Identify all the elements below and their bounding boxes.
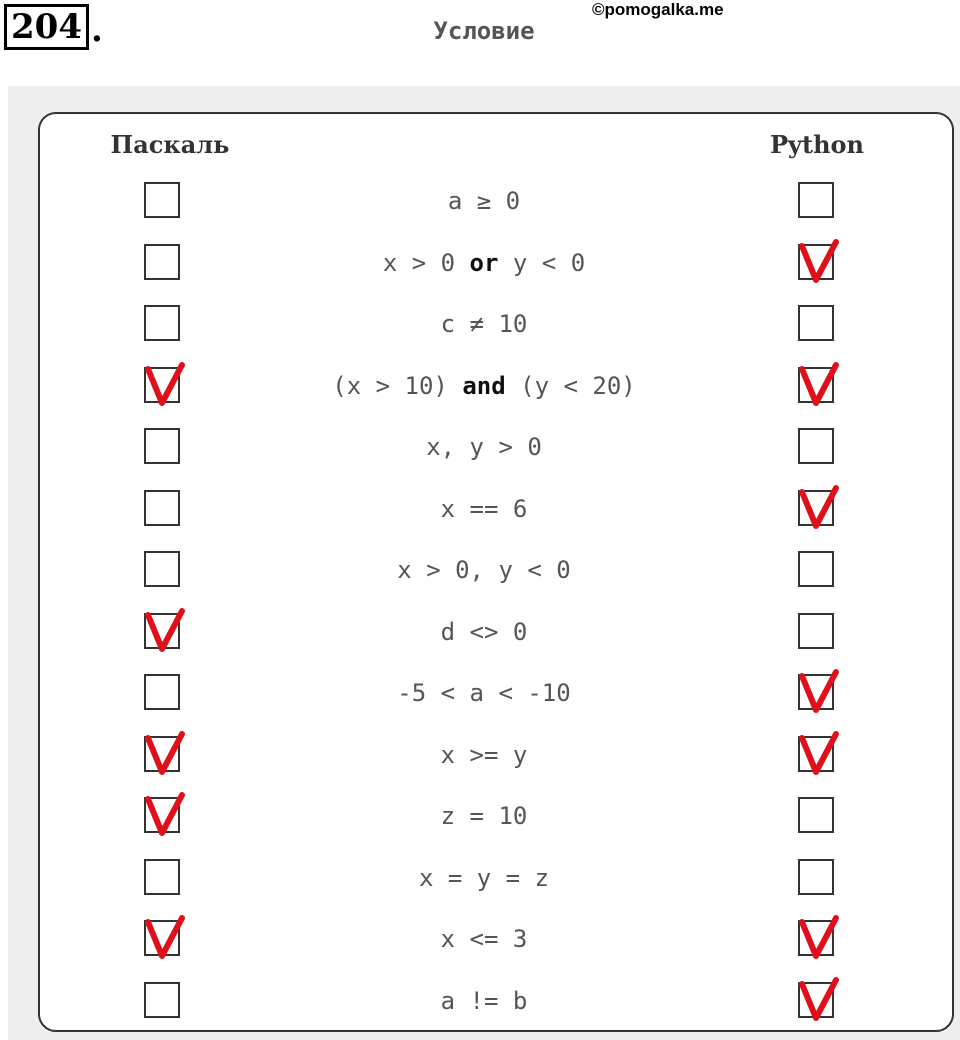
condition-row (0, 785, 960, 847)
condition-text (284, 187, 684, 215)
condition-row (0, 355, 960, 417)
condition-row (0, 539, 960, 601)
condition-part: x > 0, y < 0 (397, 556, 571, 584)
task-number-dot: . (90, 10, 103, 50)
condition-part: (y < 20) (505, 371, 636, 400)
python-checkbox[interactable] (798, 367, 834, 403)
condition-row (0, 293, 960, 355)
condition-part: x, y > 0 (426, 433, 542, 461)
pascal-checkbox[interactable] (144, 182, 180, 218)
condition-row (0, 601, 960, 663)
condition-text (284, 372, 684, 400)
condition-part: y < 0 (498, 248, 586, 277)
checkmark-icon (142, 728, 188, 780)
checkmark-icon (142, 912, 188, 964)
condition-row (0, 724, 960, 786)
condition-text (284, 802, 684, 830)
python-checkbox[interactable] (798, 551, 834, 587)
checkmark-icon (796, 912, 842, 964)
watermark: ©pomogalka.me (592, 0, 724, 19)
condition-text (284, 433, 684, 461)
pascal-checkbox[interactable] (144, 859, 180, 895)
python-checkbox[interactable] (798, 920, 834, 956)
python-checkbox[interactable] (798, 859, 834, 895)
condition-text (284, 741, 684, 769)
checkmark-icon (142, 359, 188, 411)
condition-row (0, 908, 960, 970)
condition-part: z = 10 (440, 802, 528, 830)
python-checkbox[interactable] (798, 490, 834, 526)
python-checkbox[interactable] (798, 305, 834, 341)
pascal-checkbox[interactable] (144, 920, 180, 956)
condition-row (0, 478, 960, 540)
condition-part: -5 < a < -10 (397, 679, 571, 707)
python-checkbox[interactable] (798, 982, 834, 1018)
header-condition: Условие (433, 17, 535, 45)
python-checkbox[interactable] (798, 674, 834, 710)
condition-part: c ≠ 10 (440, 310, 528, 338)
condition-part: x == 6 (440, 494, 528, 523)
pascal-checkbox[interactable] (144, 244, 180, 280)
condition-row (0, 232, 960, 294)
condition-part: a != b (440, 986, 528, 1015)
condition-part: a ≥ 0 (447, 187, 521, 215)
checkmark-icon (796, 728, 842, 780)
condition-keyword: or (469, 248, 499, 277)
pascal-checkbox[interactable] (144, 367, 180, 403)
python-checkbox[interactable] (798, 736, 834, 772)
condition-row (0, 170, 960, 232)
pascal-checkbox[interactable] (144, 613, 180, 649)
condition-part: d <> 0 (440, 617, 528, 646)
python-checkbox[interactable] (798, 182, 834, 218)
pascal-checkbox[interactable] (144, 305, 180, 341)
condition-text (284, 310, 684, 338)
task-number-box: 204 (4, 4, 89, 50)
checkmark-icon (796, 974, 842, 1026)
condition-row (0, 416, 960, 478)
pascal-checkbox[interactable] (144, 428, 180, 464)
condition-row (0, 662, 960, 724)
condition-text (284, 679, 684, 707)
condition-text (284, 864, 684, 892)
python-checkbox[interactable] (798, 797, 834, 833)
checkmark-icon (796, 236, 842, 288)
condition-part: x >= y (440, 740, 528, 769)
checkmark-icon (142, 605, 188, 657)
header-pascal: Паскаль (110, 130, 230, 159)
condition-keyword: and (462, 371, 506, 400)
condition-text (284, 618, 684, 646)
checkmark-icon (796, 666, 842, 718)
condition-part: x > 0 (382, 248, 470, 277)
checkmark-icon (796, 359, 842, 411)
python-checkbox[interactable] (798, 428, 834, 464)
condition-text (284, 556, 684, 584)
condition-part: (x > 10) (332, 371, 463, 400)
header-python: Python (770, 130, 864, 159)
pascal-checkbox[interactable] (144, 674, 180, 710)
task-number (4, 4, 103, 50)
condition-row (0, 970, 960, 1032)
pascal-checkbox[interactable] (144, 551, 180, 587)
condition-text (284, 249, 684, 277)
pascal-checkbox[interactable] (144, 490, 180, 526)
condition-row (0, 847, 960, 909)
condition-text (284, 495, 684, 523)
checkmark-icon (142, 789, 188, 841)
pascal-checkbox[interactable] (144, 982, 180, 1018)
condition-text (284, 925, 684, 953)
python-checkbox[interactable] (798, 244, 834, 280)
checkmark-icon (796, 482, 842, 534)
python-checkbox[interactable] (798, 613, 834, 649)
condition-text (284, 987, 684, 1015)
condition-part: x <= 3 (440, 925, 528, 953)
condition-part: x = y = z (418, 863, 550, 892)
pascal-checkbox[interactable] (144, 797, 180, 833)
pascal-checkbox[interactable] (144, 736, 180, 772)
